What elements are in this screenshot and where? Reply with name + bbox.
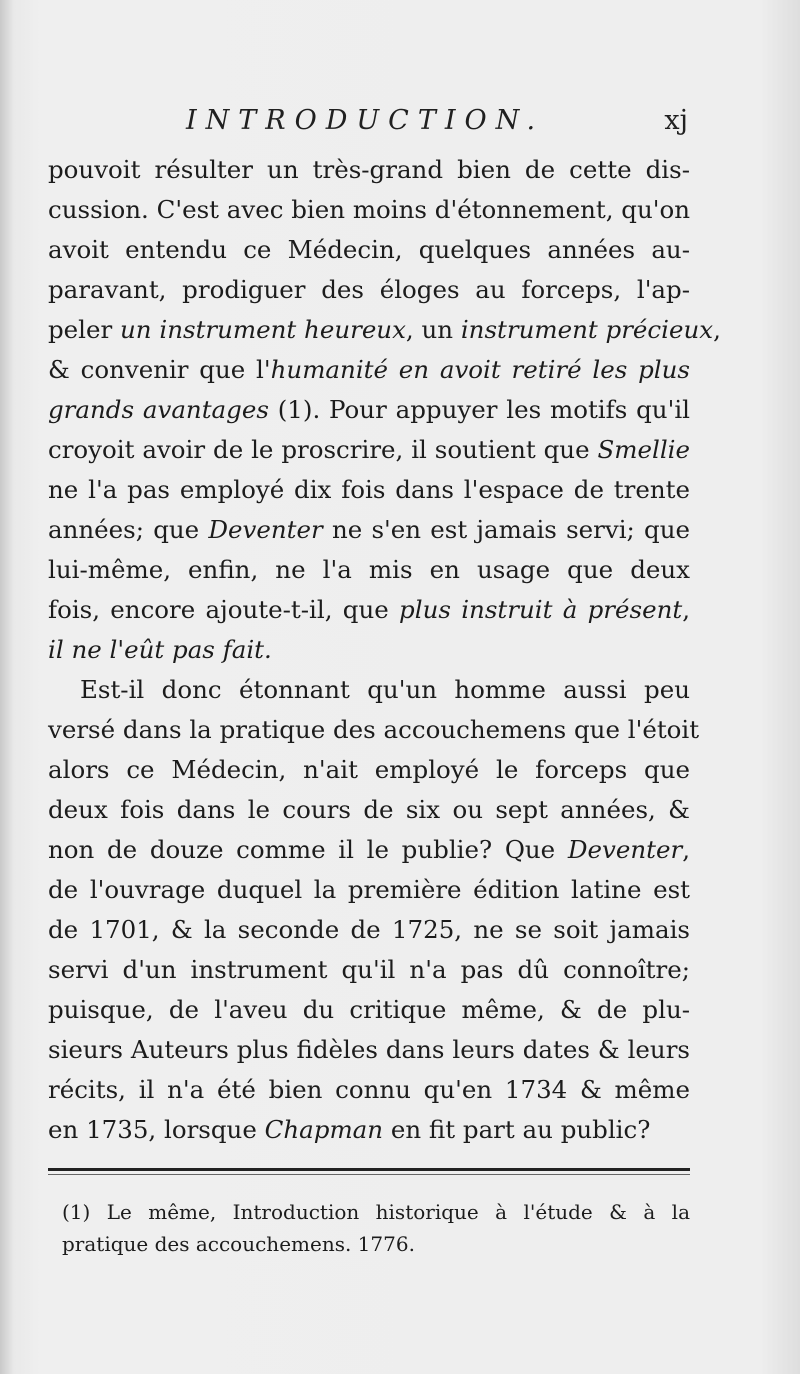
italic-text: humanité en avoit retiré les plus: [270, 355, 690, 384]
page-header: [48, 105, 688, 145]
text-segment: servi d'un instrument qu'il n'a pas dû connoître;: [48, 955, 690, 984]
text-segment: ,: [713, 315, 721, 344]
running-head: INTRODUCTION.: [186, 105, 545, 136]
italic-text: grands avantages: [48, 395, 269, 424]
text-line: [48, 910, 690, 950]
text-segment: puisque, de l'aveu du critique même, & de plu-: [48, 995, 690, 1024]
text-segment: années; que: [48, 515, 209, 544]
text-segment: lui-même, enfin, ne l'a mis en usage que deux: [48, 555, 690, 584]
text-line: [48, 870, 690, 910]
italic-text: il ne l'eût pas fait.: [48, 635, 272, 664]
text-segment: ,: [682, 835, 690, 864]
footnote-line: pratique des accouchemens. 1776.: [62, 1232, 415, 1256]
text-segment: pouvoit résulter un très-grand bien de cette dis-: [48, 155, 690, 184]
text-segment: alors ce Médecin, n'ait employé le forceps que: [48, 755, 690, 784]
text-line: [48, 1070, 690, 1110]
text-line: [48, 1110, 690, 1150]
text-line: [48, 950, 690, 990]
text-segment: avoit entendu ce Médecin, quelques années au-: [48, 235, 690, 264]
text-line: [48, 350, 690, 390]
text-line: [48, 750, 690, 790]
text-line: [48, 310, 721, 350]
text-line: [48, 990, 690, 1030]
footnotes: [62, 1196, 690, 1260]
page-number: xj: [664, 105, 688, 136]
text-line: [48, 510, 690, 550]
italic-text: instrument précieux: [460, 315, 714, 344]
italic-text: Deventer: [208, 515, 323, 544]
body-text: [48, 150, 721, 1150]
text-line: [48, 1030, 690, 1070]
italic-text: plus instruit à présent: [399, 595, 683, 624]
text-segment: cussion. C'est avec bien moins d'étonnement, qu'on: [48, 195, 691, 224]
text-line: [48, 230, 690, 270]
text-segment: de l'ouvrage duquel la première édition latine est: [48, 875, 690, 904]
text-segment: non de douze comme il le publie? Que: [48, 835, 568, 864]
text-line: [48, 630, 690, 670]
text-line: [48, 710, 700, 750]
text-line: [48, 550, 690, 590]
text-segment: Est-il donc étonnant qu'un homme aussi peu: [80, 675, 690, 704]
text-segment: & convenir que l': [48, 355, 271, 384]
text-line: [48, 390, 690, 430]
text-line: [48, 470, 690, 510]
text-line: [48, 790, 690, 830]
footnote-rule: [48, 1168, 690, 1171]
text-segment: ne l'a pas employé dix fois dans l'espace de trente: [48, 475, 690, 504]
text-segment: récits, il n'a été bien connu qu'en 1734 & même: [48, 1075, 690, 1104]
text-line: [48, 830, 690, 870]
italic-text: Chapman: [264, 1115, 384, 1144]
text-segment: deux fois dans le cours de six ou sept années, &: [48, 795, 690, 824]
italic-text: Smellie: [597, 435, 690, 464]
text-segment: paravant, prodiguer des éloges au forceps, l'ap-: [48, 275, 690, 304]
footnote-line: (1) Le même, Introduction historique à l'étude & à la: [62, 1200, 690, 1224]
italic-text: Deventer: [567, 835, 683, 864]
text-line: [48, 270, 690, 310]
text-segment: ne s'en est jamais servi; que: [322, 515, 690, 544]
text-segment: peler: [48, 315, 121, 344]
text-line: [48, 590, 690, 630]
text-segment: (1). Pour appuyer les motifs qu'il: [268, 395, 690, 424]
text-segment: croyoit avoir de le proscrire, il soutient que: [48, 435, 598, 464]
text-segment: en fit part au public?: [383, 1115, 651, 1144]
text-line: [48, 190, 690, 230]
text-segment: versé dans la pratique des accouchemens que l'étoit: [48, 715, 700, 744]
text-segment: ,: [682, 595, 690, 624]
text-segment: , un: [405, 315, 461, 344]
text-line: [48, 670, 690, 710]
text-segment: fois, encore ajoute-t-il, que: [48, 595, 400, 624]
italic-text: un instrument heureux: [120, 315, 406, 344]
text-segment: de 1701, & la seconde de 1725, ne se soit jamais: [48, 915, 690, 944]
text-segment: en 1735, lorsque: [48, 1115, 265, 1144]
text-line: [48, 430, 690, 470]
text-segment: sieurs Auteurs plus fidèles dans leurs dates & leurs: [48, 1035, 690, 1064]
footnote-rule-thin: [48, 1174, 690, 1175]
text-line: [48, 150, 690, 190]
